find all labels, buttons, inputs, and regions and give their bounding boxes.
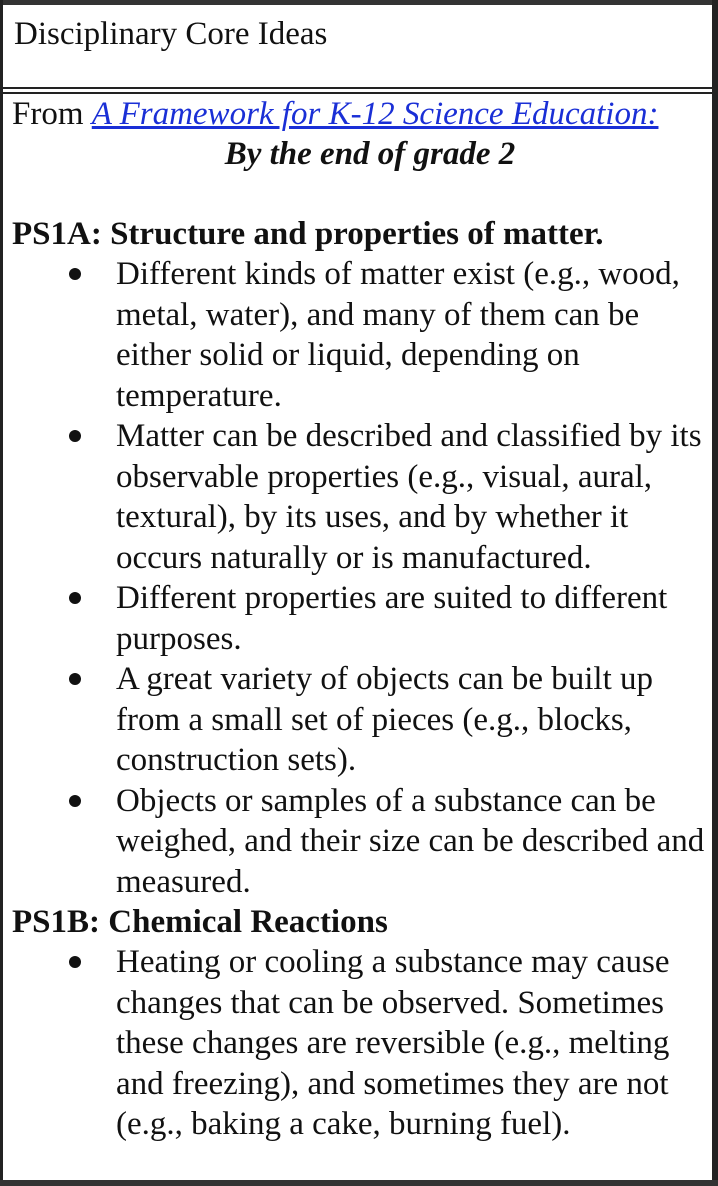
bullet-list-ps1a [12, 254, 708, 902]
bullet-icon [69, 430, 81, 442]
grade-heading: By the end of grade 2 [224, 136, 516, 172]
list-item [12, 942, 708, 1145]
table-header-title: Disciplinary Core Ideas [14, 16, 328, 52]
list-item-text: A great variety of objects can be built up from a small set of pieces (e.g., blocks, construction sets). [116, 661, 653, 778]
bullet-icon [69, 592, 81, 604]
list-item [12, 659, 708, 781]
list-item [12, 416, 708, 578]
bullet-list-ps1b [12, 942, 708, 1145]
table-body-cell [12, 94, 708, 1145]
section-title-ps1b: PS1B: Chemical Reactions [12, 904, 388, 940]
left-border [0, 0, 3, 1186]
list-item [12, 781, 708, 903]
source-line [12, 94, 708, 134]
list-item-text: Heating or cooling a substance may cause changes that can be observed. Sometimes these changes are reversible (e.g., melting and freezing), and sometimes they are not (e.g., baking a cake, burning fuel). [116, 944, 670, 1142]
list-item-text: Matter can be described and classified by its observable properties (e.g., visual, aural, textural), by its uses, and by whether it occurs naturally or is manufactured. [116, 418, 702, 576]
list-item-text: Objects or samples of a substance can be weighed, and their size can be described and measured. [116, 782, 705, 900]
from-label: From [12, 96, 84, 132]
list-item-text: Different kinds of matter exist (e.g., wood, metal, water), and many of them can be either solid or liquid, depending on temperature. [116, 256, 680, 414]
bottom-border [0, 1180, 718, 1186]
table-header-cell [3, 5, 712, 89]
section-title-ps1a: PS1A: Structure and properties of matter. [12, 216, 604, 252]
framework-link[interactable]: A Framework for K-12 Science Education: [91, 96, 659, 132]
bullet-icon [69, 268, 81, 280]
bullet-icon [69, 673, 81, 685]
spacer [12, 174, 708, 214]
bullet-icon [69, 956, 81, 968]
list-item [12, 254, 708, 416]
list-item-text: Different properties are suited to different purposes. [116, 580, 668, 657]
list-item [12, 578, 708, 659]
right-border [712, 0, 718, 1186]
bullet-icon [69, 795, 81, 807]
